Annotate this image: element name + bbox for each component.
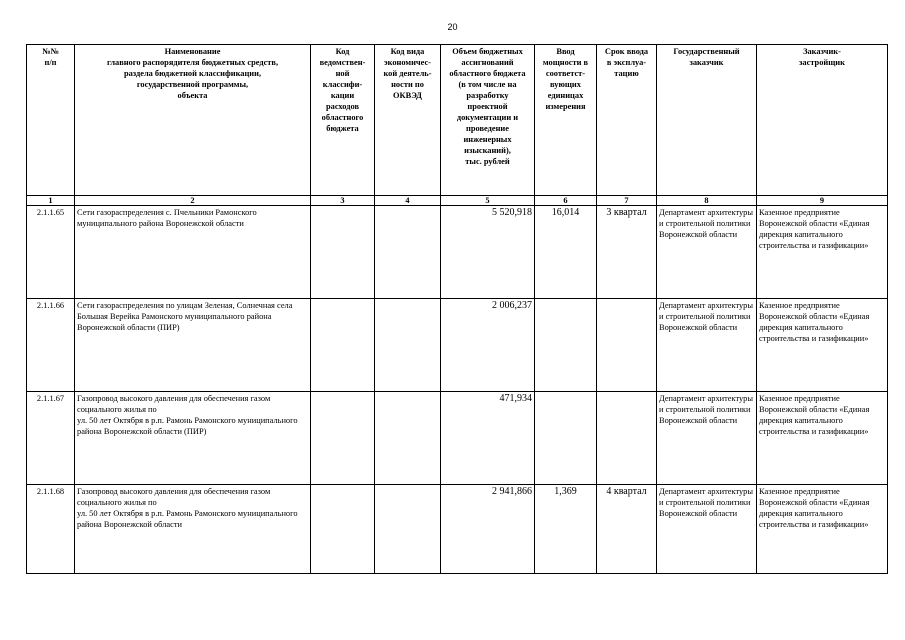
table-row xyxy=(27,392,888,485)
header-cell-customer: Государственный заказчик xyxy=(657,45,757,196)
row-code-okved xyxy=(375,206,441,299)
row-customer: Департамент архитектуры и строительной политики Воронежской области xyxy=(657,206,757,299)
row-capacity xyxy=(535,392,597,485)
row-code-vedom xyxy=(311,485,375,574)
row-volume: 2 006,237 xyxy=(441,299,535,392)
table-row xyxy=(27,299,888,392)
row-volume: 471,934 xyxy=(441,392,535,485)
row-code-okved xyxy=(375,392,441,485)
column-number: 5 xyxy=(441,196,535,206)
column-number: 6 xyxy=(535,196,597,206)
row-term: 3 квартал xyxy=(597,206,657,299)
row-developer: Казенное предприятие Воронежской области «Единая дирекция капитального строительства и газификации» xyxy=(757,485,888,574)
column-number: 3 xyxy=(311,196,375,206)
row-id: 2.1.1.67 xyxy=(27,392,75,485)
header-cell-number: №№ п/п xyxy=(27,45,75,196)
row-id: 2.1.1.66 xyxy=(27,299,75,392)
row-code-vedom xyxy=(311,206,375,299)
row-customer: Департамент архитектуры и строительной политики Воронежской области xyxy=(657,299,757,392)
row-developer: Казенное предприятие Воронежской области «Единая дирекция капитального строительства и газификации» xyxy=(757,206,888,299)
row-developer: Казенное предприятие Воронежской области «Единая дирекция капитального строительства и газификации» xyxy=(757,299,888,392)
column-number: 4 xyxy=(375,196,441,206)
row-code-vedom xyxy=(311,392,375,485)
header-cell-volume: Объем бюджетных ассигнований областного бюджета (в том числе на разработку проектной документации и проведение инженерных изысканий), тыс. рублей xyxy=(441,45,535,196)
column-number: 9 xyxy=(757,196,888,206)
header-cell-capacity: Ввод мощности в соответст- вующих единицах измерения xyxy=(535,45,597,196)
row-capacity xyxy=(535,299,597,392)
row-name: Сети газораспределения по улицам Зеленая, Солнечная села Большая Верейка Рамонского муниципального района Воронежской области (ПИР) xyxy=(75,299,311,392)
row-name: Сети газораспределения с. Пчельники Рамонского муниципального района Воронежской области xyxy=(75,206,311,299)
column-number: 7 xyxy=(597,196,657,206)
page-number: 20 xyxy=(447,22,458,32)
budget-table xyxy=(26,44,888,574)
column-number: 8 xyxy=(657,196,757,206)
row-customer: Департамент архитектуры и строительной политики Воронежской области xyxy=(657,392,757,485)
header-cell-developer: Заказчик- застройщик xyxy=(757,45,888,196)
column-numbers-row xyxy=(27,196,888,206)
row-volume: 2 941,866 xyxy=(441,485,535,574)
row-capacity: 16,014 xyxy=(535,206,597,299)
row-customer: Департамент архитектуры и строительной политики Воронежской области xyxy=(657,485,757,574)
row-term xyxy=(597,299,657,392)
header-cell-name: Наименование главного распорядителя бюджетных средств, раздела бюджетной классификации, государственной программы, объекта xyxy=(75,45,311,196)
column-number: 2 xyxy=(75,196,311,206)
header-cell-code-okved: Код вида экономичес- кой деятель- ности по ОКВЭД xyxy=(375,45,441,196)
row-code-vedom xyxy=(311,299,375,392)
row-capacity: 1,369 xyxy=(535,485,597,574)
row-id: 2.1.1.68 xyxy=(27,485,75,574)
row-id: 2.1.1.65 xyxy=(27,206,75,299)
row-name: Газопровод высокого давления для обеспечения газом социального жилья по ул. 50 лет Октября в р.п. Рамонь Рамонского муниципального района Воронежской области (ПИР) xyxy=(75,392,311,485)
header-cell-code-vedom: Код ведомствен- ной классифи- кации расходов областного бюджета xyxy=(311,45,375,196)
table-row xyxy=(27,206,888,299)
column-number: 1 xyxy=(27,196,75,206)
row-developer: Казенное предприятие Воронежской области «Единая дирекция капитального строительства и газификации» xyxy=(757,392,888,485)
table-row xyxy=(27,485,888,574)
row-volume: 5 520,918 xyxy=(441,206,535,299)
row-code-okved xyxy=(375,299,441,392)
row-term xyxy=(597,392,657,485)
row-name: Газопровод высокого давления для обеспечения газом социального жилья по ул. 50 лет Октября в р.п. Рамонь Рамонского муниципального района Воронежской области xyxy=(75,485,311,574)
table-header-row xyxy=(27,45,888,196)
header-cell-term: Срок ввода в эксплуа- тацию xyxy=(597,45,657,196)
row-code-okved xyxy=(375,485,441,574)
row-term: 4 квартал xyxy=(597,485,657,574)
